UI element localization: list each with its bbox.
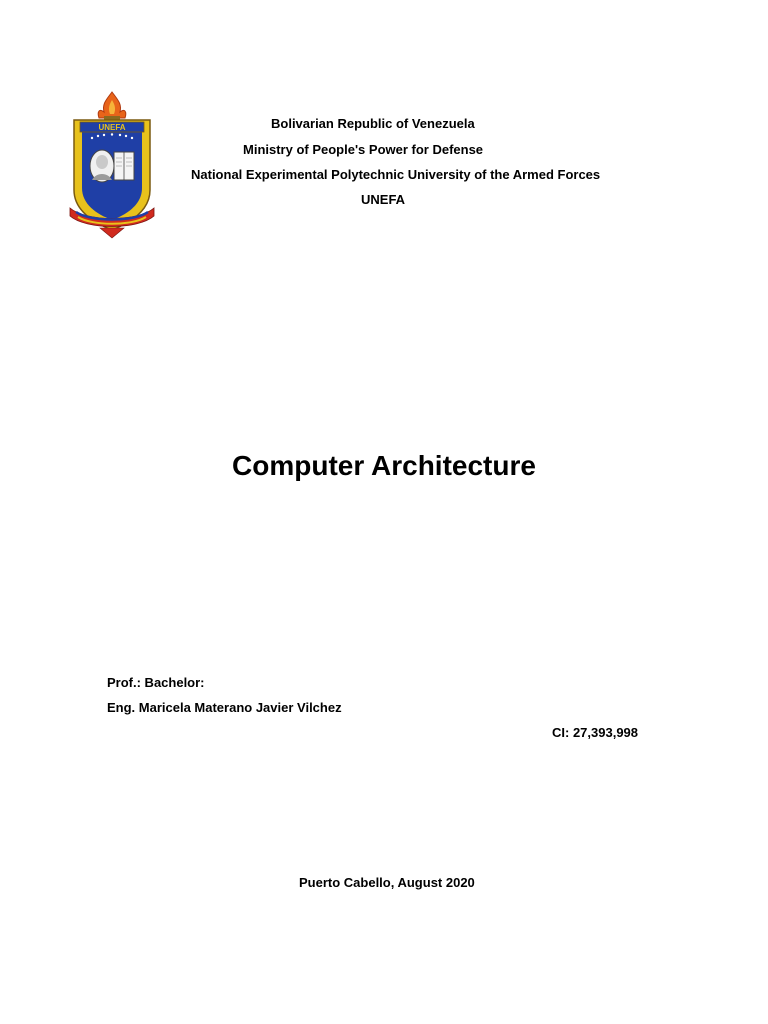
credits-ci: CI: 27,393,998 xyxy=(552,725,639,740)
header-university: National Experimental Polytechnic University of the Armed Forces xyxy=(191,167,601,182)
footer-place-date: Puerto Cabello, August 2020 xyxy=(299,875,475,890)
header-ministry: Ministry of People's Power for Defense xyxy=(243,142,484,157)
unefa-crest-logo xyxy=(66,90,158,240)
credits-roles: Prof.: Bachelor: xyxy=(107,675,205,690)
credits-names: Eng. Maricela Materano Javier Vilchez xyxy=(107,700,342,715)
crest-banner-text: UNEFA xyxy=(98,123,126,132)
header-country: Bolivarian Republic of Venezuela xyxy=(271,116,475,131)
document-title: Computer Architecture xyxy=(232,450,536,481)
header-acronym: UNEFA xyxy=(361,192,406,207)
